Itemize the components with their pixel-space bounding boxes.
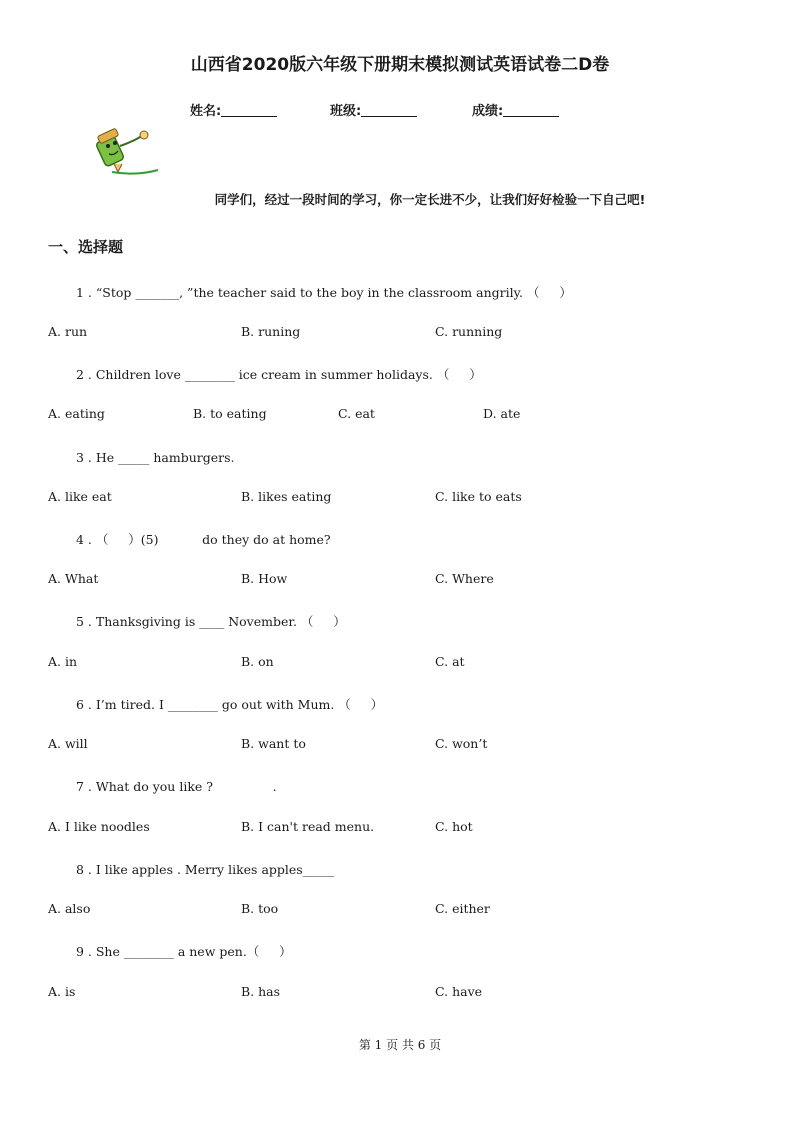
q9-option-c[interactable]: C. have [435,984,483,999]
name-blank [221,102,277,117]
q1-option-c[interactable]: C. running [435,324,503,339]
q2-option-c[interactable]: C. eat [338,406,375,421]
q4-option-b[interactable]: B. How [241,571,288,586]
name-label: 姓名: [190,104,222,119]
q3-option-b[interactable]: B. likes eating [241,489,332,504]
q8-option-c[interactable]: C. either [435,901,490,916]
question-8: 8 . I like apples . Merry likes apples_____ [76,862,334,877]
score-field [472,100,559,119]
q2-option-b[interactable]: B. to eating [193,406,267,421]
q7-option-c[interactable]: C. hot [435,819,473,834]
section-title: 一、选择题 [48,238,124,256]
q2-option-a[interactable]: A. eating [48,406,105,421]
page-title: 山西省2020版六年级下册期末模拟测试英语试卷二D卷 [190,55,610,75]
class-blank [361,102,417,117]
class-field [330,100,417,119]
question-4: 4 . （ ）(5) do they do at home? [76,532,331,547]
q8-option-b[interactable]: B. too [241,901,279,916]
q3-option-a[interactable]: A. like eat [48,489,112,504]
q5-option-b[interactable]: B. on [241,654,274,669]
score-label: 成绩: [472,104,504,119]
q6-option-b[interactable]: B. want to [241,736,306,751]
question-2: 2 . Children love ________ ice cream in summer holidays. （ ） [76,367,482,382]
q5-option-c[interactable]: C. at [435,654,465,669]
score-blank [503,102,559,117]
question-5: 5 . Thanksgiving is ____ November. （ ） [76,614,346,629]
class-label: 班级: [330,104,362,119]
page-number: 第 1 页 共 6 页 [358,1038,442,1052]
q4-option-c[interactable]: C. Where [435,571,494,586]
q9-option-a[interactable]: A. is [48,984,76,999]
q8-option-a[interactable]: A. also [48,901,91,916]
question-3: 3 . He _____ hamburgers. [76,450,235,465]
q3-option-c[interactable]: C. like to eats [435,489,522,504]
q5-option-a[interactable]: A. in [48,654,78,669]
greeting-text: 同学们，经过一段时间的学习，你一定长进不少，让我们好好检验一下自己吧! [214,192,646,207]
question-6: 6 . I’m tired. I ________ go out with Mum. （ ） [76,697,384,712]
q1-option-b[interactable]: B. runing [241,324,301,339]
question-9: 9 . She ________ a new pen.（ ） [76,944,292,959]
q9-option-b[interactable]: B. has [241,984,281,999]
pencil-mascot-icon [92,124,162,178]
q6-option-a[interactable]: A. will [48,736,88,751]
name-field [190,100,277,119]
q4-option-a[interactable]: A. What [48,571,99,586]
q7-option-b[interactable]: B. I can't read menu. [241,819,375,834]
q2-option-d[interactable]: D. ate [483,406,521,421]
q1-option-a[interactable]: A. run [48,324,88,339]
question-1: 1 . “Stop _______, ”the teacher said to the boy in the classroom angrily. （ ） [76,285,572,300]
q7-option-a[interactable]: A. I like noodles [48,819,150,834]
question-7: 7 . What do you like ? . [76,779,277,794]
q6-option-c[interactable]: C. won’t [435,736,488,751]
